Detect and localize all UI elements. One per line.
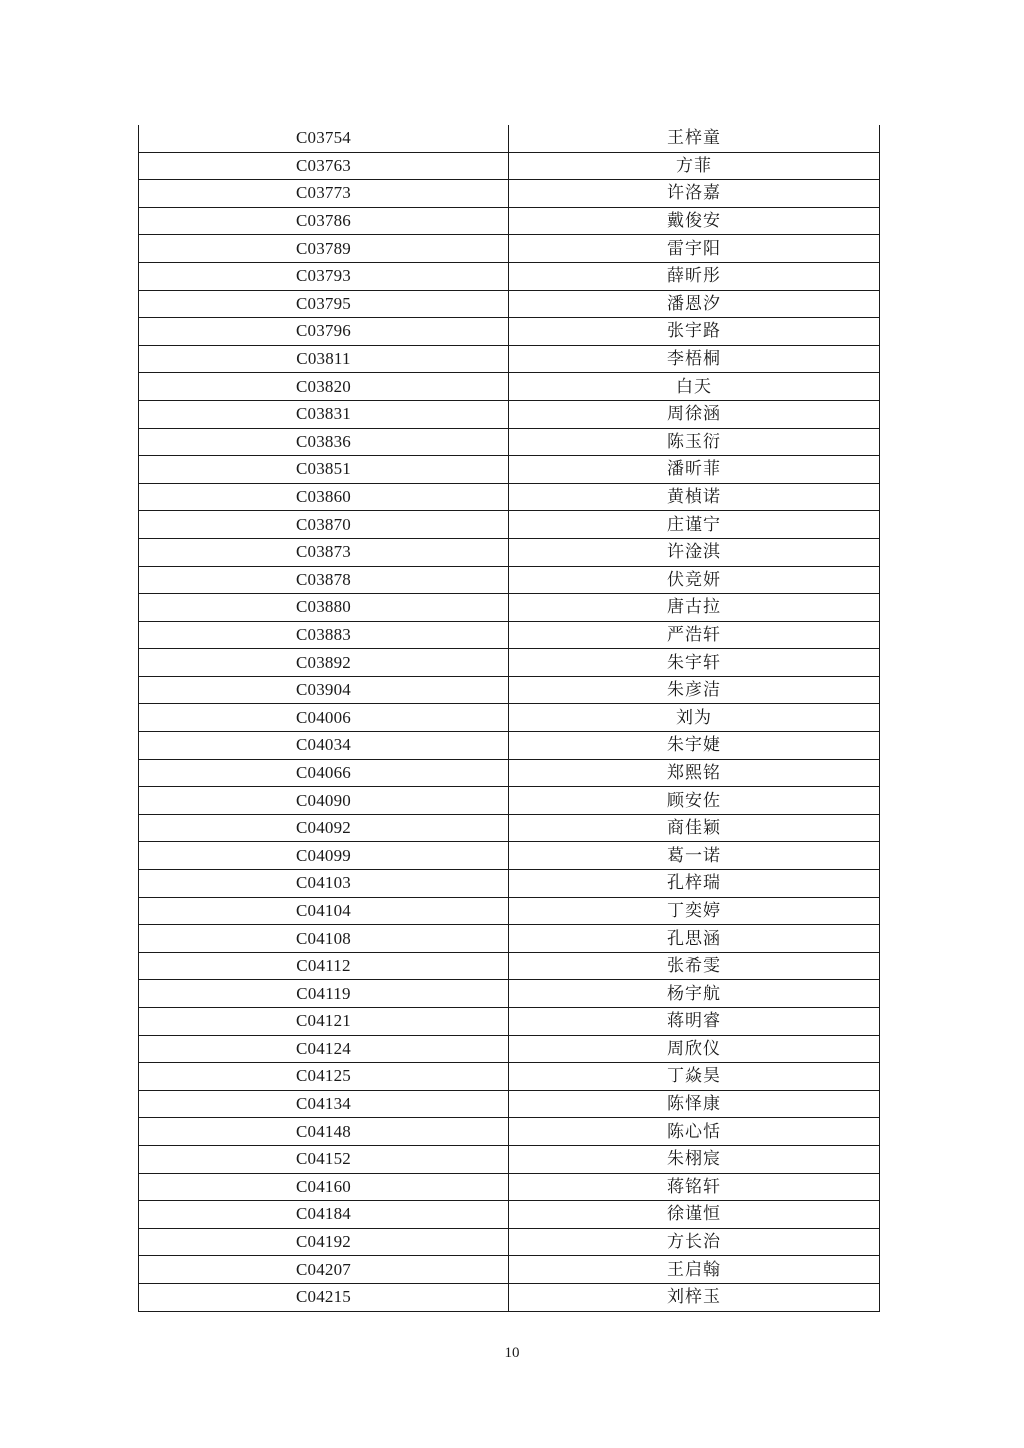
candidate-name-cell: 伏竞妍 [509, 566, 880, 594]
page-number: 10 [504, 1345, 520, 1361]
candidate-name-cell: 雷宇阳 [509, 235, 880, 263]
table-row [139, 1228, 880, 1256]
candidate-code-cell: C03878 [139, 566, 509, 594]
candidate-code-cell: C03820 [139, 373, 509, 401]
candidate-name-cell: 杨宇航 [509, 980, 880, 1008]
candidate-name-cell: 陈怿康 [509, 1090, 880, 1118]
candidate-name-cell: 潘昕菲 [509, 456, 880, 484]
table-row [139, 1090, 880, 1118]
candidate-code-cell: C03811 [139, 345, 509, 373]
candidate-code-cell: C03754 [139, 125, 509, 152]
candidate-name-cell: 黄楨诺 [509, 483, 880, 511]
candidate-name-cell: 陈心恬 [509, 1118, 880, 1146]
table-row [139, 870, 880, 898]
candidate-name-cell: 王启翰 [509, 1256, 880, 1284]
candidate-code-cell: C04006 [139, 704, 509, 732]
table-row [139, 456, 880, 484]
candidate-name-cell: 张希雯 [509, 952, 880, 980]
candidate-name-cell: 周欣仪 [509, 1035, 880, 1063]
candidate-code-cell: C03763 [139, 152, 509, 180]
candidate-code-cell: C03789 [139, 235, 509, 263]
candidate-name-cell: 方菲 [509, 152, 880, 180]
table-row [139, 483, 880, 511]
candidate-code-cell: C04099 [139, 842, 509, 870]
candidate-name-cell: 孔梓瑞 [509, 870, 880, 898]
candidate-name-cell: 周徐涵 [509, 400, 880, 428]
table-row [139, 649, 880, 677]
candidate-name-cell: 戴俊安 [509, 207, 880, 235]
candidate-name-cell: 朱宇婕 [509, 732, 880, 760]
candidate-code-cell: C03851 [139, 456, 509, 484]
candidate-name-cell: 商佳颖 [509, 814, 880, 842]
candidate-name-cell: 李梧桐 [509, 345, 880, 373]
candidate-name-cell: 白天 [509, 373, 880, 401]
candidate-name-cell: 陈玉衍 [509, 428, 880, 456]
table-row [139, 345, 880, 373]
candidate-code-cell: C04207 [139, 1256, 509, 1284]
candidate-code-cell: C03883 [139, 621, 509, 649]
candidate-name-cell: 朱栩宸 [509, 1145, 880, 1173]
candidate-name-cell: 顾安佐 [509, 787, 880, 815]
table-row [139, 897, 880, 925]
table-row [139, 1035, 880, 1063]
candidate-code-cell: C03860 [139, 483, 509, 511]
candidate-name-cell: 朱彦洁 [509, 676, 880, 704]
table-row [139, 1283, 880, 1311]
candidate-name-cell: 王梓童 [509, 125, 880, 152]
table-row [139, 621, 880, 649]
table-row [139, 152, 880, 180]
table-row [139, 566, 880, 594]
candidate-code-cell: C03831 [139, 400, 509, 428]
candidate-name-cell: 许洛嘉 [509, 180, 880, 208]
table-row [139, 511, 880, 539]
table-row [139, 1201, 880, 1229]
table-row [139, 1118, 880, 1146]
candidate-name-cell: 葛一诺 [509, 842, 880, 870]
candidate-name-cell: 张宇路 [509, 318, 880, 346]
table-row [139, 538, 880, 566]
candidate-code-cell: C04148 [139, 1118, 509, 1146]
candidate-code-cell: C03786 [139, 207, 509, 235]
candidate-code-cell: C04034 [139, 732, 509, 760]
candidate-code-cell: C03773 [139, 180, 509, 208]
table-row [139, 207, 880, 235]
candidate-code-cell: C04090 [139, 787, 509, 815]
table-row [139, 400, 880, 428]
candidate-code-cell: C04160 [139, 1173, 509, 1201]
candidate-name-cell: 潘恩汐 [509, 290, 880, 318]
candidate-code-cell: C03836 [139, 428, 509, 456]
table-row [139, 842, 880, 870]
candidate-name-cell: 刘为 [509, 704, 880, 732]
table-row [139, 759, 880, 787]
table-row [139, 925, 880, 953]
table-row [139, 1008, 880, 1036]
candidate-name-cell: 蒋明睿 [509, 1008, 880, 1036]
candidate-code-cell: C04066 [139, 759, 509, 787]
candidate-code-cell: C03904 [139, 676, 509, 704]
candidate-code-cell: C03892 [139, 649, 509, 677]
table-row [139, 704, 880, 732]
candidate-code-cell: C03870 [139, 511, 509, 539]
table-row [139, 732, 880, 760]
table-row [139, 428, 880, 456]
candidate-name-cell: 孔思涵 [509, 925, 880, 953]
table-row [139, 180, 880, 208]
candidate-code-cell: C04152 [139, 1145, 509, 1173]
roster-table-body [139, 125, 880, 1311]
table-row [139, 290, 880, 318]
candidate-code-cell: C04104 [139, 897, 509, 925]
candidate-name-cell: 郑熙铭 [509, 759, 880, 787]
table-row [139, 594, 880, 622]
candidate-code-cell: C03796 [139, 318, 509, 346]
candidate-code-cell: C04215 [139, 1283, 509, 1311]
candidate-name-cell: 蒋铭轩 [509, 1173, 880, 1201]
table-row [139, 373, 880, 401]
table-row [139, 952, 880, 980]
table-row [139, 1256, 880, 1284]
candidate-name-cell: 庄谨宁 [509, 511, 880, 539]
candidate-name-cell: 丁奕婷 [509, 897, 880, 925]
table-row [139, 125, 880, 152]
roster-table [138, 125, 880, 1312]
candidate-code-cell: C04184 [139, 1201, 509, 1229]
candidate-name-cell: 唐古拉 [509, 594, 880, 622]
table-row [139, 787, 880, 815]
table-row [139, 1173, 880, 1201]
table-row [139, 235, 880, 263]
candidate-name-cell: 朱宇轩 [509, 649, 880, 677]
candidate-code-cell: C03880 [139, 594, 509, 622]
candidate-code-cell: C04121 [139, 1008, 509, 1036]
candidate-code-cell: C04119 [139, 980, 509, 1008]
table-row [139, 814, 880, 842]
candidate-code-cell: C04134 [139, 1090, 509, 1118]
candidate-code-cell: C04108 [139, 925, 509, 953]
candidate-name-cell: 许淦淇 [509, 538, 880, 566]
candidate-name-cell: 方长治 [509, 1228, 880, 1256]
table-row [139, 676, 880, 704]
candidate-code-cell: C04192 [139, 1228, 509, 1256]
table-row [139, 262, 880, 290]
candidate-code-cell: C04124 [139, 1035, 509, 1063]
candidate-name-cell: 徐谨恒 [509, 1201, 880, 1229]
candidate-code-cell: C03873 [139, 538, 509, 566]
candidate-code-cell: C03793 [139, 262, 509, 290]
candidate-code-cell: C03795 [139, 290, 509, 318]
candidate-name-cell: 薛昕彤 [509, 262, 880, 290]
table-row [139, 318, 880, 346]
candidate-name-cell: 严浩轩 [509, 621, 880, 649]
candidate-code-cell: C04103 [139, 870, 509, 898]
table-row [139, 1063, 880, 1091]
candidate-name-cell: 刘梓玉 [509, 1283, 880, 1311]
candidate-code-cell: C04112 [139, 952, 509, 980]
table-row [139, 1145, 880, 1173]
candidate-code-cell: C04125 [139, 1063, 509, 1091]
candidate-code-cell: C04092 [139, 814, 509, 842]
candidate-name-cell: 丁焱昊 [509, 1063, 880, 1091]
table-row [139, 980, 880, 1008]
